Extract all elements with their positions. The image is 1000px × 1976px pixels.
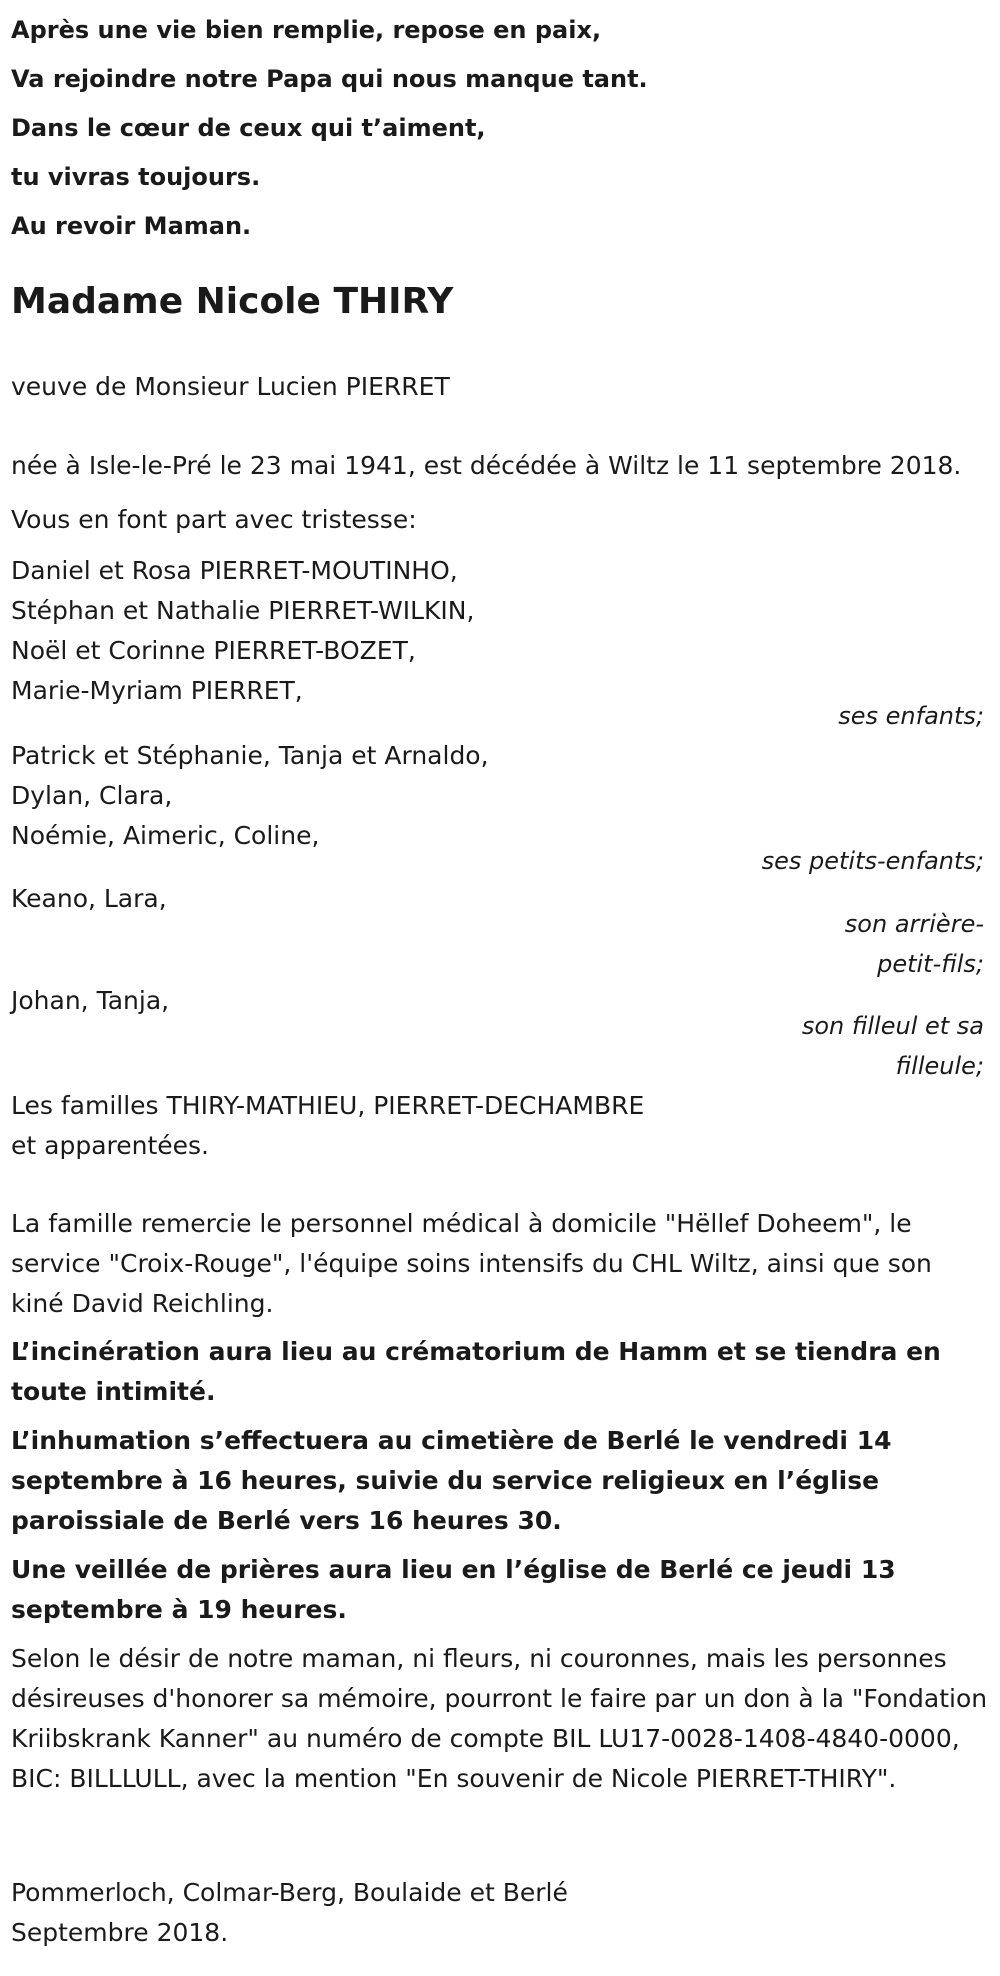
great-grandchildren-label-line: petit-fils; <box>877 950 984 978</box>
children-label: ses enfants; <box>838 702 984 730</box>
thanks-paragraph: La famille remercie le personnel médical à domicile "Hëllef Doheem", le service "Croix-Rouge", l'équipe soins intensifs du CHL Wiltz, ainsi que son kiné David Reichling. <box>11 1209 932 1318</box>
cremation-paragraph: L’incinération aura lieu au crématorium de Hamm et se tiendra en toute intimité. <box>11 1337 941 1406</box>
godchildren-label-line: filleule; <box>895 1052 984 1080</box>
families-line: et apparentées. <box>11 1131 209 1160</box>
poem-line: Dans le cœur de ceux qui t’aiment, <box>11 114 486 142</box>
godchildren-label-line: son filleul et sa <box>801 1012 984 1040</box>
grandchild-line: Dylan, Clara, <box>11 781 173 810</box>
child-line: Noël et Corinne PIERRET-BOZET, <box>11 636 416 665</box>
closing-line: Pommerloch, Colmar-Berg, Boulaide et Berlé <box>11 1878 568 1907</box>
grandchild-line: Patrick et Stéphanie, Tanja et Arnaldo, <box>11 741 489 770</box>
burial-paragraph: L’inhumation s’effectuera au cimetière de Berlé le vendredi 14 septembre à 16 heures, suivie du service religieux en l’église paroissiale de Berlé vers 16 heures 30. <box>11 1426 892 1535</box>
poem-line: Après une vie bien remplie, repose en paix, <box>11 16 602 44</box>
announcement-intro: Vous en font part avec tristesse: <box>11 505 417 534</box>
closing-line: Septembre 2018. <box>11 1918 229 1947</box>
great-grandchildren-label-line: son arrière- <box>844 910 984 938</box>
child-line: Stéphan et Nathalie PIERRET-WILKIN, <box>11 596 475 625</box>
families-line: Les familles THIRY-MATHIEU, PIERRET-DECHAMBRE <box>11 1091 645 1120</box>
widow-of: veuve de Monsieur Lucien PIERRET <box>11 372 450 401</box>
godchildren-line: Johan, Tanja, <box>11 986 170 1015</box>
vigil-paragraph: Une veillée de prières aura lieu en l’église de Berlé ce jeudi 13 septembre à 19 heures. <box>11 1555 896 1624</box>
great-grandchildren-line: Keano, Lara, <box>11 884 167 913</box>
poem-line: tu vivras toujours. <box>11 163 261 191</box>
deceased-name: Madame Nicole THIRY <box>11 281 454 322</box>
poem-line: Va rejoindre notre Papa qui nous manque tant. <box>11 65 648 93</box>
child-line: Daniel et Rosa PIERRET-MOUTINHO, <box>11 556 458 585</box>
donations-paragraph: Selon le désir de notre maman, ni fleurs, ni couronnes, mais les personnes désireuses d'honorer sa mémoire, pourront le faire par un don à la "Fondation Kriibskrank Kanner" au numéro de compte BIL LU17-0028-1408-4840-0000, BIC: BILLLULL, avec la mention "En souvenir de Nicole PIERRET-THIRY". <box>11 1644 988 1793</box>
grandchildren-label: ses petits-enfants; <box>761 847 984 875</box>
opening-poem <box>11 6 648 251</box>
birth-death-line: née à Isle-le-Pré le 23 mai 1941, est décédée à Wiltz le 11 septembre 2018. <box>11 451 962 480</box>
child-line: Marie-Myriam PIERRET, <box>11 676 303 705</box>
grandchild-line: Noémie, Aimeric, Coline, <box>11 821 320 850</box>
poem-line: Au revoir Maman. <box>11 212 252 240</box>
